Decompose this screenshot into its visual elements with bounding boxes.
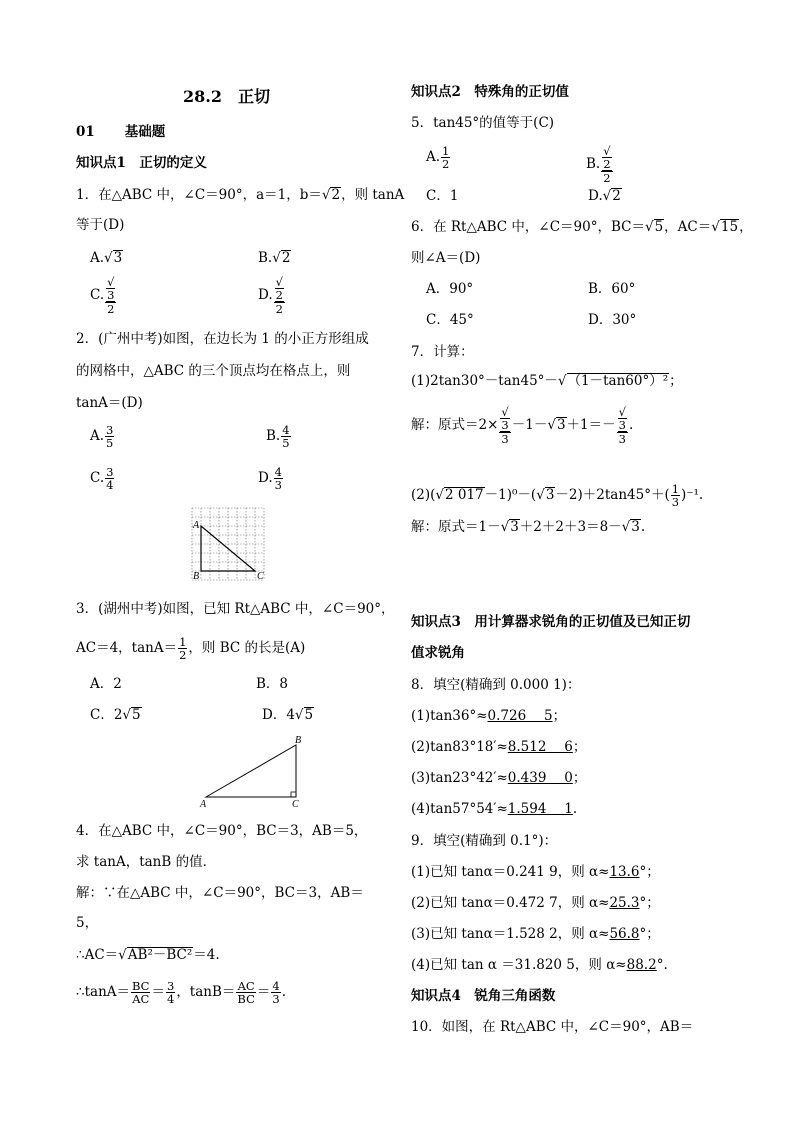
section-name: 基础题 — [124, 124, 166, 140]
q6-stem: 6．在 Rt△ABC 中，∠C＝90°，BC＝√5，AC＝√15， — [411, 219, 753, 235]
q2-line2: 的网格中，△ABC 的三个顶点均在格点上，则 — [76, 363, 351, 379]
q9-item: (1)已知 tanα＝0.241 9，则 α≈13.6°； — [411, 864, 660, 880]
q3-label-c: C — [292, 799, 299, 809]
q2-label-c: C — [257, 571, 264, 582]
q2-line1: 2．(广州中考)如图，在边长为 1 的小正方形组成 — [76, 331, 369, 347]
q3-option-b: B．8 — [256, 676, 289, 692]
q1-option-c: C. √ 3 2 — [90, 275, 115, 316]
q1-text2: ，则 tanA — [341, 187, 405, 203]
q7-part1: (1)2tan30°－tan45°－√（1－tan60°）²； — [411, 373, 683, 389]
q7-solution1: 解：原式＝2× √ 3 3 －1－√3＋1＝－ √ 3 3 . — [411, 405, 634, 446]
q7-solution2: 解：原式＝1－√3＋2＋2＋3＝8－√3. — [411, 519, 646, 535]
q3-triangle-figure — [196, 733, 308, 809]
q5-option-d: D.√2 — [588, 188, 621, 204]
knowledge-point-3-line2: 值求锐角 — [411, 645, 465, 661]
q9-item: (4)已知 tan α ＝31.820 5，则 α≈88.2°. — [411, 957, 668, 973]
q4-solution-1: 解：∵在△ABC 中，∠C＝90°，BC＝3，AB＝ — [76, 885, 364, 901]
q2-option-a: A. $\frac{3}{5}$ — [90, 423, 114, 450]
section-header — [76, 123, 165, 141]
q3-triangle — [206, 745, 296, 797]
q6-line2: 则∠A＝(D) — [411, 250, 481, 266]
q8-stem: 8．填空(精确到 0.000 1)： — [411, 677, 581, 693]
q7-stem: 7．计算： — [411, 344, 474, 360]
q4-line2: 求 tanA，tanB 的值． — [76, 854, 217, 870]
q7-part2: (2)(√2 017－1)⁰－(√3－2)＋2tan45°＋( $\frac{1}{3}$ )⁻¹. — [411, 482, 704, 509]
q3-option-c: C．2√5 — [90, 707, 141, 723]
q2-label-a: A — [193, 520, 200, 531]
q5-option-b: B. √ 2 2 — [586, 144, 611, 185]
q2-option-d: D. $\frac{4}{3}$ — [258, 465, 282, 492]
q4-line1: 4．在△ABC 中，∠C＝90°，BC＝3，AB＝5， — [76, 823, 368, 839]
q2-line3: tanA＝(D) — [76, 395, 143, 411]
q1-stem — [76, 186, 404, 204]
q3-right-angle-mark — [291, 792, 296, 797]
q9-item: (3)已知 tanα＝1.528 2，则 α≈56.8°； — [411, 926, 660, 942]
knowledge-point-1: 知识点1 正切的定义 — [76, 155, 207, 171]
q3-line2: AC＝4，tanA＝ $\frac{1}{2}$ ，则 BC 的长是(A) — [76, 635, 306, 662]
q4-solution-3: ∴AC＝√AB²－BC²＝4. — [76, 947, 220, 963]
q8-item: (4)tan57°54′≈1.594 1. — [411, 801, 578, 817]
q1-text: 1．在△ABC 中，∠C＝90°，a＝1，b＝ — [76, 187, 322, 203]
q4-solution-4: ∴tanA＝ $\frac{BC}{AC}$ ＝ $\frac{3}{4}$ ，tanB＝ $\frac{AC}{BC}$ ＝ $\frac{4}{3}$ . — [76, 979, 286, 1006]
section-number: 01 — [76, 124, 95, 140]
q3-line1: 3．(湖州中考)如图，已知 Rt△ABC 中，∠C＝90°， — [76, 601, 395, 617]
q2-grid-figure — [188, 504, 272, 584]
q5-option-c: C．1 — [426, 188, 459, 204]
q1-option-b: B.√2 — [258, 250, 291, 266]
q10-stem: 10．如图，在 Rt△ABC 中，∠C＝90°，AB＝ — [411, 1019, 694, 1035]
q6-option-d: D．30° — [588, 312, 637, 328]
q2-option-b: B. $\frac{4}{5}$ — [266, 423, 290, 450]
q1-sqrt: √2 — [321, 187, 341, 203]
q2-option-c: C. $\frac{3}{4}$ — [90, 465, 114, 492]
q3-label-b: B — [295, 735, 302, 746]
q5-option-a: A. $\frac{1}{2}$ — [426, 144, 450, 171]
q1-option-d: D. √ 2 2 — [258, 275, 283, 316]
q8-item: (3)tan23°42′≈0.439 0； — [411, 770, 587, 786]
knowledge-point-3-line1: 知识点3 用计算器求锐角的正切值及已知正切 — [411, 614, 691, 630]
knowledge-point-2: 知识点2 特殊角的正切值 — [411, 84, 569, 100]
q3-option-a: A．2 — [90, 676, 122, 692]
q6-option-b: B．60° — [588, 281, 636, 297]
q6-option-a: A．90° — [426, 281, 474, 297]
page-title: 28.2 正切 — [183, 87, 270, 106]
q9-stem: 9．填空(精确到 0.1°)： — [411, 833, 558, 849]
q8-item: (2)tan83°18′≈8.512 6； — [411, 739, 587, 755]
q5-stem: 5．tan45°的值等于(C) — [411, 115, 555, 131]
q3-label-a: A — [200, 799, 207, 809]
q1-line2: 等于(D) — [76, 217, 125, 233]
q9-item: (2)已知 tanα＝0.472 7，则 α≈25.3°； — [411, 895, 660, 911]
knowledge-point-4: 知识点4 锐角三角函数 — [411, 988, 556, 1004]
q3-option-d: D．4√5 — [262, 707, 314, 723]
q6-option-c: C．45° — [426, 312, 474, 328]
q2-label-b: B — [193, 571, 200, 582]
q1-option-a: A.√3 — [90, 250, 123, 266]
q8-item: (1)tan36°≈0.726 5； — [411, 708, 567, 724]
q4-solution-2: 5， — [76, 915, 99, 931]
